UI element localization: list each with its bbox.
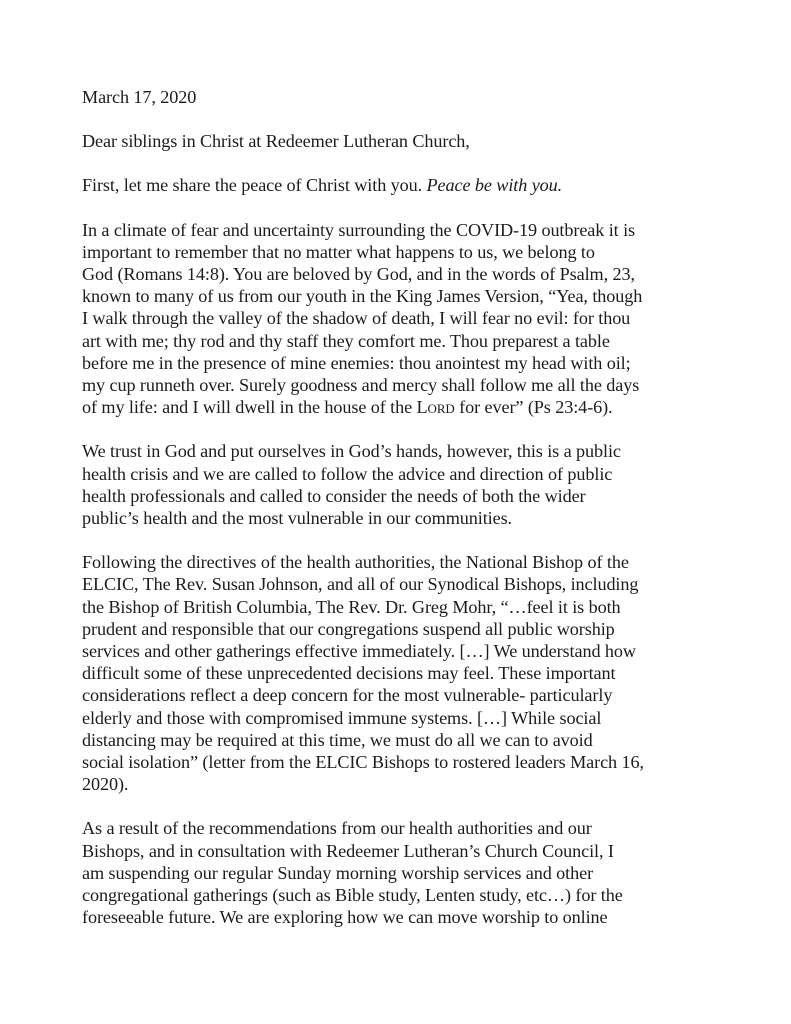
letter-date: March 17, 2020 <box>82 87 197 107</box>
paragraph-line: prudent and responsible that our congregations suspend all public worship <box>82 618 615 639</box>
paragraph-line-last <box>82 396 722 418</box>
paragraph-line: considerations reflect a deep concern for the most vulnerable- particularly <box>82 685 613 706</box>
letter-body <box>82 86 722 951</box>
paragraph-line: before me in the presence of mine enemies: thou anointest my head with oil; <box>82 352 631 373</box>
paragraph-line: social isolation” (letter from the ELCIC Bishops to rostered leaders March 16, <box>82 752 644 773</box>
paragraph-line: God (Romans 14:8). You are beloved by God, and in the words of Psalm, 23, <box>82 264 635 285</box>
paragraph-suspension <box>82 817 722 928</box>
paragraph-line: Following the directives of the health authorities, the National Bishop of the <box>82 552 629 573</box>
intro-emphasis: Peace be with you. <box>426 175 563 196</box>
salutation: Dear siblings in Christ at Redeemer Lutheran Church, <box>82 131 470 152</box>
paragraph-line: I walk through the valley of the shadow of death, I will fear no evil: for thou <box>82 308 631 329</box>
paragraph-line: public’s health and the most vulnerable in our communities. <box>82 508 513 529</box>
paragraph-line: congregational gatherings (such as Bible study, Lenten study, etc…) for the <box>82 885 623 906</box>
paragraph-line: services and other gatherings effective immediately. […] We understand how <box>82 641 636 662</box>
paragraph-line: foreseeable future. We are exploring how we can move worship to online <box>82 907 608 928</box>
paragraph-line: Bishops, and in consultation with Redeemer Lutheran’s Church Council, I <box>82 840 614 861</box>
paragraph-line: As a result of the recommendations from our health authorities and our <box>82 818 592 839</box>
paragraph-line: the Bishop of British Columbia, The Rev. Dr. Greg Mohr, “…feel it is both <box>82 596 621 617</box>
paragraph-line: am suspending our regular Sunday morning worship services and other <box>82 862 594 883</box>
last-line-after: for ever” (Ps 23:4-6). <box>454 397 613 418</box>
paragraph-line: difficult some of these unprecedented decisions may feel. These important <box>82 663 616 684</box>
paragraph-line: ELCIC, The Rev. Susan Johnson, and all of our Synodical Bishops, including <box>82 574 639 595</box>
paragraph-line: my cup runneth over. Surely goodness and mercy shall follow me all the days <box>82 375 640 396</box>
paragraph-line: health crisis and we are called to follow the advice and direction of public <box>82 463 613 484</box>
intro-paragraph <box>82 174 722 196</box>
paragraph-bishops <box>82 551 722 795</box>
paragraph-line: health professionals and called to consider the needs of both the wider <box>82 485 586 506</box>
intro-text: First, let me share the peace of Christ with you. <box>82 175 427 196</box>
paragraph-line: elderly and those with compromised immune systems. […] While social <box>82 707 602 728</box>
lord-smallcaps: Lord <box>416 397 455 418</box>
paragraph-line: art with me; thy rod and thy staff they comfort me. Thou preparest a table <box>82 330 610 351</box>
paragraph-line: distancing may be required at this time, we must do all we can to avoid <box>82 729 593 750</box>
paragraph-psalm <box>82 219 722 419</box>
paragraph-line: 2020). <box>82 774 129 795</box>
paragraph-line: known to many of us from our youth in the King James Version, “Yea, though <box>82 286 643 307</box>
last-line-before: of my life: and I will dwell in the house of the <box>82 397 417 418</box>
paragraph-line: We trust in God and put ourselves in God’s hands, however, this is a public <box>82 441 621 462</box>
paragraph-public-health <box>82 440 722 529</box>
paragraph-line: important to remember that no matter what happens to us, we belong to <box>82 241 595 262</box>
paragraph-line: In a climate of fear and uncertainty surrounding the COVID-19 outbreak it is <box>82 219 636 240</box>
